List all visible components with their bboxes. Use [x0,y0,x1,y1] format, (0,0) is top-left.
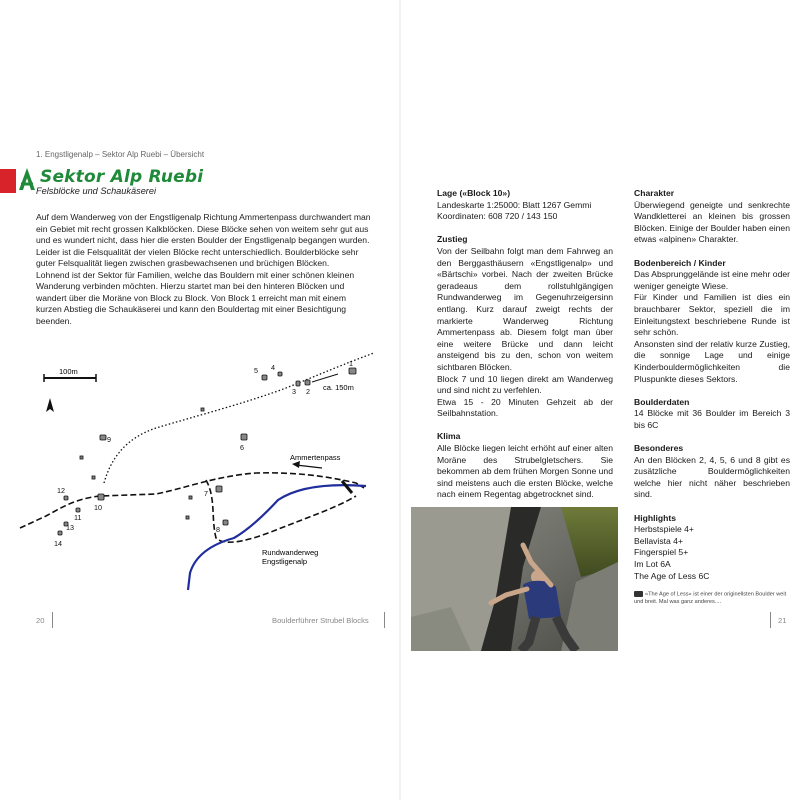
block-number: 7 [204,489,208,498]
intro-paragraph: Auf dem Wanderweg von der Engstligenalp Richtung Ammertenpass durchwandert man ein Gebiet mit recht grossen Kalkblöcken. Diese Blöcke sehen von weitem sehr gut aus und es wundert nicht, dass hier die ersten Boulder der Engstligenalp begangen wurden. [36,212,371,246]
folio-divider [770,612,771,628]
block-number: 12 [57,486,65,495]
block-8 [223,520,228,525]
page-subtitle: Felsblöcke und Schaukäserei [36,186,157,196]
folio-divider [52,612,53,628]
section-bodenbereich [634,258,790,386]
section-besonderes [634,443,790,501]
block-number: 4 [271,363,275,372]
section-highlights [634,513,790,583]
stream [188,485,366,590]
section-heading: Klima [437,431,461,442]
section-text: Für Kinder und Familien ist dies ein brauchbarer Sektor, speziell die im Einleitungstext beschriebene Runde ist sehr schön. [634,292,790,338]
intro-paragraph: Lohnend ist der Sektor für Familien, welche das Bouldern mit einer schönen kleinen Wanderung verbinden möchten. Hierzu startet man bei den hinteren Blöcken und wandert über die Moräne von Block zu Block. Von Block 1 erreicht man mit einem kurzen Abstieg die Schaukäserei und kann den Bouldertag mit einer Besichtigung beenden. [36,269,355,326]
page-number-left: 20 [36,616,45,625]
section-text: Koordinaten: 608 720 / 143 150 [437,211,558,222]
block-number: 10 [94,503,102,512]
block-5 [262,375,267,380]
block-number: 5 [254,366,258,375]
highlight-item: Fingerspiel 5+ [634,547,689,558]
ammertenpass-label: Ammertenpass [290,453,341,462]
block-number: 8 [216,525,220,534]
trail-label: Rundwanderweg [262,548,319,557]
block-number: 3 [292,387,296,396]
block-number: 13 [66,523,74,532]
block-7 [216,486,222,492]
distance-label: ca. 150m [323,383,354,392]
section-text: Das Absprunggelände ist eine mehr oder weniger geneigte Wiese. [634,269,790,291]
section-text: Landeskarte 1:25000: Blatt 1267 Gemmi [437,199,592,210]
section-text: Etwa 15 - 20 Minuten Gehzeit ab der Seilbahnstation. [437,396,613,419]
info-column-middle [437,188,613,501]
photo-caption [634,591,792,606]
section-text: Block 7 und 10 liegen direkt am Wanderweg und sind nicht zu verfehlen. [437,373,613,396]
breadcrumb: 1. Engstligenalp – Sektor Alp Ruebi – Übersicht [36,150,205,159]
page-number-right: 21 [778,616,787,625]
upper-trail [104,353,374,483]
caption-text: «The Age of Less» ist einer der originellsten Boulder weit und breit. Mal was ganz anderes.... [634,591,787,605]
ammertenpass-trail [20,473,364,528]
section-heading: Lage («Block 10») [437,188,511,198]
section-heading: Besonderes [634,443,684,454]
section-heading: Highlights [634,512,677,523]
block-4 [278,372,282,376]
north-arrow-icon [46,398,54,412]
block-3 [296,381,300,386]
section-charakter [634,188,790,246]
highlight-item: Bellavista 4+ [634,535,683,546]
section-text: Alle Blöcke liegen leicht erhöht auf einer alten Moräne des Strubelgletschers. Sie bekommen ab dem frühen Morgen Sonne und sind meistens auch die ersten Blöcke, welche nach einem Regentag abgetrocknet sind. [437,443,613,500]
highlight-item: The Age of Less 6C [634,570,710,581]
block-14 [58,531,62,535]
page-title: Sektor Alp Ruebi [40,167,204,187]
section-heading: Charakter [634,188,675,198]
block-number: 9 [107,435,111,444]
block-6 [241,434,247,440]
section-text: Überwiegend geneigte und senkrechte Wandkletterei an kleinen bis grossen Blöcken. Einige der Boulder haben einen etwas «alpinen» Charakter. [634,199,790,245]
section-boulderdaten [634,397,790,432]
block-10 [98,494,104,500]
rundwanderweg-trail [206,480,356,542]
boulder-blocks [58,368,356,535]
highlight-item: Herbstspiele 4+ [634,524,694,535]
section-lage [437,188,613,223]
block-number: 1 [349,359,353,368]
chapter-tab [0,169,16,193]
section-heading: Boulderdaten [634,396,690,407]
folio-divider [384,612,385,628]
section-text: Ansonsten sind der relativ kurze Zustieg, die sonnige Lage und einige Kinderbouldermöglichkeiten die Pluspunkte dieses Sektors. [634,338,790,384]
block-12 [64,496,68,500]
trail-label: Engstligenalp [262,557,308,566]
highlight-item: Im Lot 6A [634,559,671,569]
section-text: 14 Blöcke mit 36 Boulder im Bereich 3 bis 6C [634,408,790,430]
block-number: 2 [306,387,310,396]
block-11 [76,508,80,512]
block-9 [100,435,106,440]
section-heading: Zustieg [437,234,468,245]
book-footer: Boulderführer Strubel Blocks [272,616,369,625]
intro-paragraph: Leider ist die Felsqualität der vielen Blöcke recht unterschiedlich. Boulderblöcke sehr guter Felsqualität liegen zwischen grasbewachsenen und brüchigen Blöcken. [36,246,359,269]
sector-logo-icon [17,166,37,192]
section-klima [437,431,613,501]
section-text: An den Blöcken 2, 4, 5, 6 und 8 gibt es zusätzliche Bouldermöglichkeiten welche hier nicht näher beschrieben sind. [634,454,790,500]
section-zustieg [437,234,613,420]
intro-text [36,212,374,327]
info-column-right [634,188,790,582]
camera-icon [634,591,643,597]
section-text: Von der Seilbahn folgt man dem Fahrweg an den Berggasthäusern «Engstligenalp» und «Bärtschi» vorbei. Nach der zweiten Brücke geradeaus dem rollstuhlgängigen Rundwanderweg im Gegenuhrzeigersinn entlang. Kurz darauf zweigt rechts der markierte Wanderweg Richtung Ammertenpass ab. Diesem folgt man über eine weitere Brücke und dann leicht ansteigend bis zu den, schon von weitem sichtbaren Blöcken. [437,245,613,372]
section-heading: Bodenbereich / Kinder [634,257,726,268]
block-number: 11 [74,513,82,522]
block-number: 6 [240,443,244,452]
block-1 [349,368,356,374]
sector-map [16,348,386,598]
page-gutter [399,0,401,800]
block-number: 14 [54,539,62,548]
climbing-photo [411,507,618,651]
block-2 [305,380,310,385]
scale-label: 100m [59,367,78,376]
